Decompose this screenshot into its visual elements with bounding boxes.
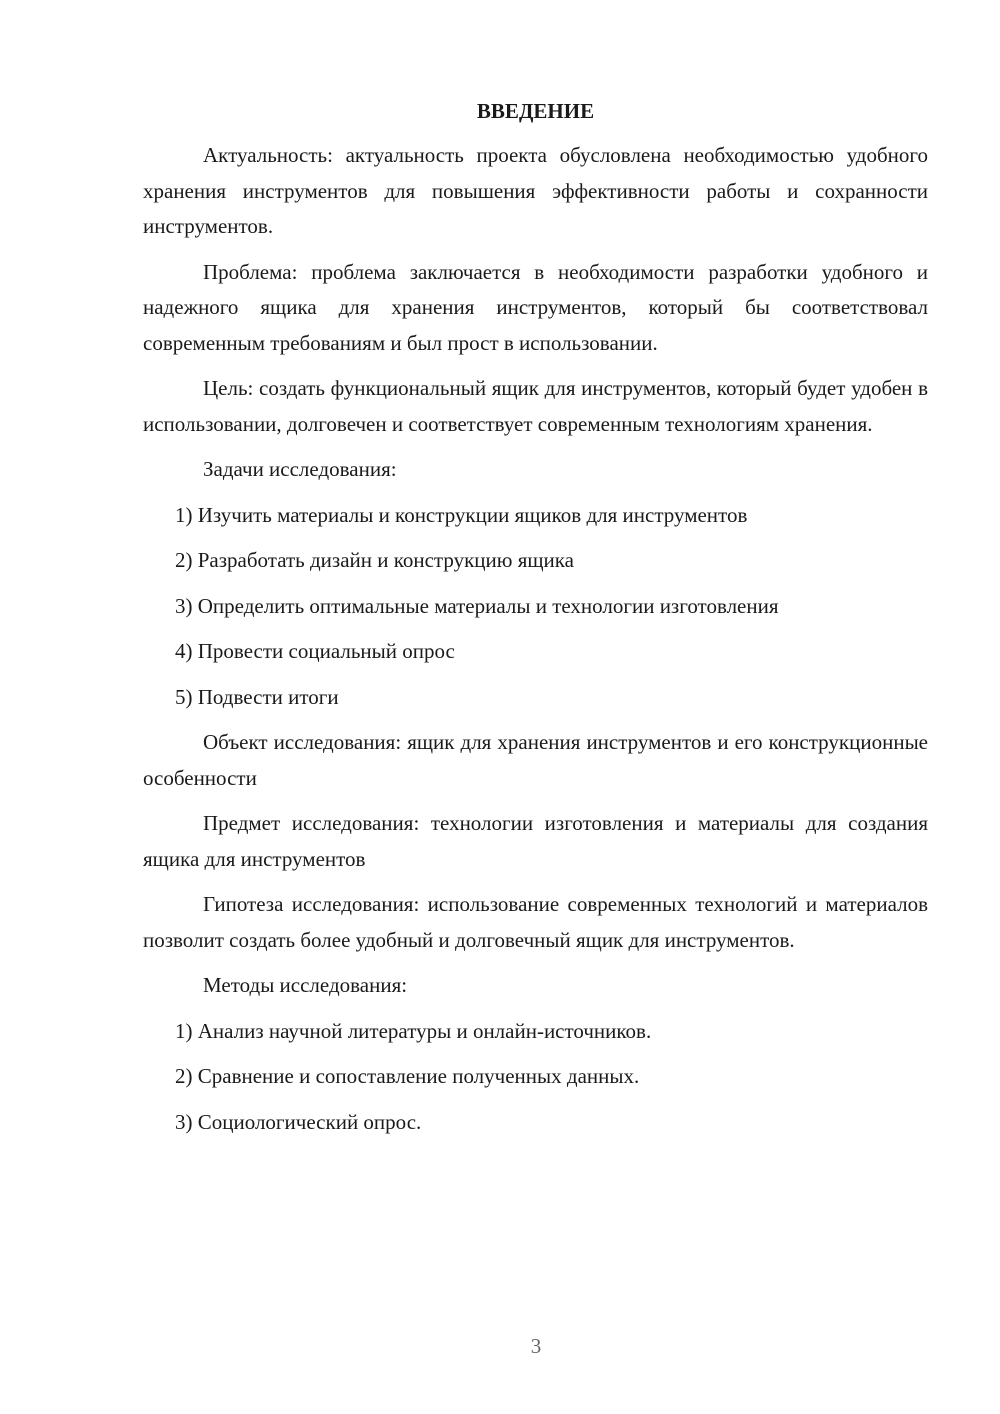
problem-paragraph: Проблема: проблема заключается в необходимости разработки удобного и надежного ящика для хранения инструментов, который бы соответствовал современным требованиям и был прост в использовании. <box>143 259 928 355</box>
goal-paragraph: Цель: создать функциональный ящик для инструментов, который будет удобен в использовании, долговечен и соответствует современным технологиям хранения. <box>143 376 928 436</box>
list-item: 5) Подвести итоги <box>175 684 339 709</box>
subject-paragraph: Предмет исследования: технологии изготовления и материалы для создания ящика для инструментов <box>143 811 928 871</box>
relevance-paragraph: Актуальность: актуальность проекта обусловлена необходимостью удобного хранения инструментов для повышения эффективности работы и сохранности инструментов. <box>143 143 928 238</box>
tasks-heading: Задачи исследования: <box>203 457 397 481</box>
methods-list <box>143 1014 928 1141</box>
list-item: 1) Изучить материалы и конструкции ящиков для инструментов <box>175 502 748 527</box>
object-paragraph: Объект исследования: ящик для хранения инструментов и его конструкционные особенности <box>143 730 928 790</box>
methods-heading: Методы исследования: <box>203 973 408 997</box>
tasks-list <box>143 498 928 716</box>
page-number: 3 <box>530 1334 542 1358</box>
list-item: 4) Провести социальный опрос <box>175 639 455 663</box>
page-title: ВВЕДЕНИЕ <box>476 99 595 123</box>
list-item: 2) Сравнение и сопоставление полученных данных. <box>175 1064 640 1088</box>
list-item: 3) Социологический опрос. <box>175 1109 422 1134</box>
list-item: 2) Разработать дизайн и конструкцию ящика <box>175 548 574 572</box>
list-item: 1) Анализ научной литературы и онлайн-источников. <box>175 1018 652 1043</box>
list-item: 3) Определить оптимальные материалы и технологии изготовления <box>175 593 779 618</box>
hypothesis-paragraph: Гипотеза исследования: использование современных технологий и материалов позволит создать более удобный и долговечный ящик для инструментов. <box>143 892 928 952</box>
document-page <box>143 96 928 1150</box>
